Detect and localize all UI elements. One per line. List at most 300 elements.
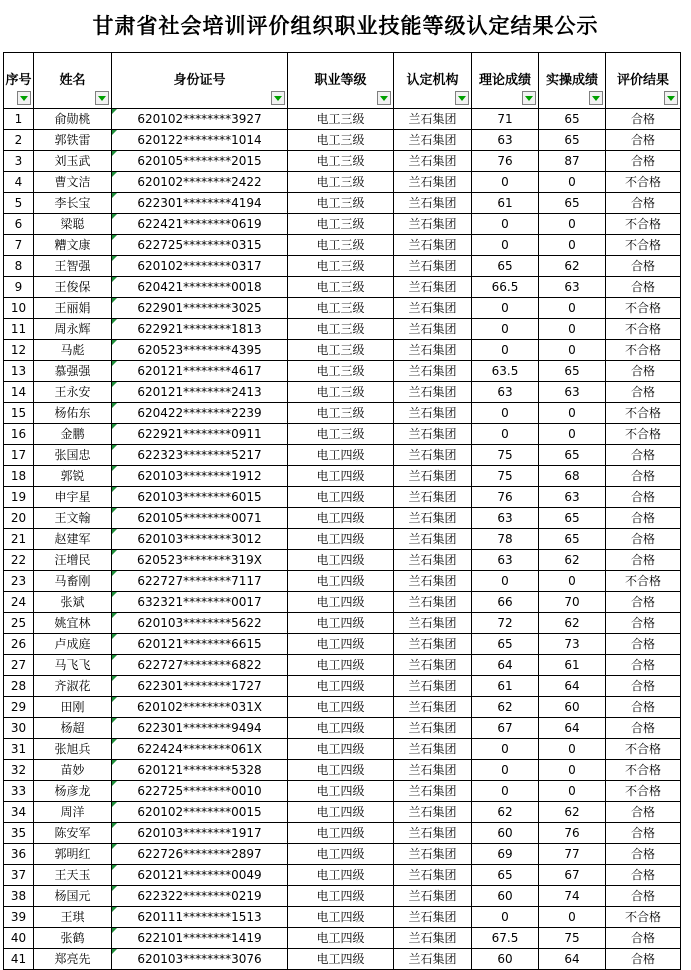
id-cell[interactable]: 620121********5328: [112, 760, 288, 781]
filter-dropdown-icon[interactable]: [589, 91, 603, 105]
result-cell[interactable]: 合格: [606, 823, 681, 844]
result-cell[interactable]: 不合格: [606, 172, 681, 193]
level-cell[interactable]: 电工四级: [288, 739, 394, 760]
id-cell[interactable]: 620103********1917: [112, 823, 288, 844]
practice-score-cell[interactable]: 63: [539, 382, 606, 403]
result-cell[interactable]: 不合格: [606, 571, 681, 592]
seq-cell[interactable]: 2: [4, 130, 34, 151]
org-cell[interactable]: 兰石集团: [394, 193, 472, 214]
id-cell[interactable]: 620102********031X: [112, 697, 288, 718]
practice-score-cell[interactable]: 0: [539, 214, 606, 235]
org-cell[interactable]: 兰石集团: [394, 130, 472, 151]
id-cell[interactable]: 620523********319X: [112, 550, 288, 571]
name-cell[interactable]: 李长宝: [34, 193, 112, 214]
level-cell[interactable]: 电工三级: [288, 151, 394, 172]
name-cell[interactable]: 王永安: [34, 382, 112, 403]
org-cell[interactable]: 兰石集团: [394, 424, 472, 445]
name-cell[interactable]: 赵建军: [34, 529, 112, 550]
level-cell[interactable]: 电工三级: [288, 298, 394, 319]
seq-cell[interactable]: 21: [4, 529, 34, 550]
filter-dropdown-icon[interactable]: [17, 91, 31, 105]
theory-score-cell[interactable]: 69: [472, 844, 539, 865]
id-cell[interactable]: 620121********6615: [112, 634, 288, 655]
org-cell[interactable]: 兰石集团: [394, 739, 472, 760]
level-cell[interactable]: 电工四级: [288, 760, 394, 781]
seq-cell[interactable]: 22: [4, 550, 34, 571]
practice-score-cell[interactable]: 74: [539, 886, 606, 907]
name-cell[interactable]: 姚宜林: [34, 613, 112, 634]
theory-score-cell[interactable]: 0: [472, 340, 539, 361]
filter-dropdown-icon[interactable]: [455, 91, 469, 105]
theory-score-cell[interactable]: 65: [472, 634, 539, 655]
result-cell[interactable]: 合格: [606, 529, 681, 550]
id-cell[interactable]: 622421********0619: [112, 214, 288, 235]
level-cell[interactable]: 电工四级: [288, 928, 394, 949]
org-cell[interactable]: 兰石集团: [394, 466, 472, 487]
result-cell[interactable]: 不合格: [606, 760, 681, 781]
org-cell[interactable]: 兰石集团: [394, 865, 472, 886]
level-cell[interactable]: 电工四级: [288, 676, 394, 697]
practice-score-cell[interactable]: 0: [539, 739, 606, 760]
id-cell[interactable]: 622301********1727: [112, 676, 288, 697]
level-cell[interactable]: 电工四级: [288, 634, 394, 655]
org-cell[interactable]: 兰石集团: [394, 886, 472, 907]
org-cell[interactable]: 兰石集团: [394, 760, 472, 781]
practice-score-cell[interactable]: 65: [539, 130, 606, 151]
theory-score-cell[interactable]: 0: [472, 760, 539, 781]
filter-dropdown-icon[interactable]: [664, 91, 678, 105]
name-cell[interactable]: 刘玉武: [34, 151, 112, 172]
name-cell[interactable]: 周洋: [34, 802, 112, 823]
org-cell[interactable]: 兰石集团: [394, 403, 472, 424]
level-cell[interactable]: 电工四级: [288, 781, 394, 802]
seq-cell[interactable]: 28: [4, 676, 34, 697]
org-cell[interactable]: 兰石集团: [394, 802, 472, 823]
seq-cell[interactable]: 1: [4, 109, 34, 130]
level-cell[interactable]: 电工四级: [288, 655, 394, 676]
seq-cell[interactable]: 9: [4, 277, 34, 298]
theory-score-cell[interactable]: 0: [472, 424, 539, 445]
theory-score-cell[interactable]: 78: [472, 529, 539, 550]
result-cell[interactable]: 合格: [606, 844, 681, 865]
filter-dropdown-icon[interactable]: [271, 91, 285, 105]
seq-cell[interactable]: 13: [4, 361, 34, 382]
seq-cell[interactable]: 7: [4, 235, 34, 256]
name-cell[interactable]: 齐淑花: [34, 676, 112, 697]
practice-score-cell[interactable]: 65: [539, 109, 606, 130]
name-cell[interactable]: 杨佑东: [34, 403, 112, 424]
org-cell[interactable]: 兰石集团: [394, 844, 472, 865]
org-cell[interactable]: 兰石集团: [394, 277, 472, 298]
level-cell[interactable]: 电工三级: [288, 340, 394, 361]
practice-score-cell[interactable]: 65: [539, 361, 606, 382]
seq-cell[interactable]: 6: [4, 214, 34, 235]
theory-score-cell[interactable]: 75: [472, 445, 539, 466]
seq-cell[interactable]: 23: [4, 571, 34, 592]
id-cell[interactable]: 622921********1813: [112, 319, 288, 340]
level-cell[interactable]: 电工四级: [288, 697, 394, 718]
level-cell[interactable]: 电工四级: [288, 571, 394, 592]
result-cell[interactable]: 合格: [606, 130, 681, 151]
level-cell[interactable]: 电工四级: [288, 529, 394, 550]
practice-score-cell[interactable]: 87: [539, 151, 606, 172]
id-cell[interactable]: 620121********4617: [112, 361, 288, 382]
seq-cell[interactable]: 37: [4, 865, 34, 886]
seq-cell[interactable]: 29: [4, 697, 34, 718]
theory-score-cell[interactable]: 64: [472, 655, 539, 676]
name-cell[interactable]: 杨超: [34, 718, 112, 739]
org-cell[interactable]: 兰石集团: [394, 172, 472, 193]
org-cell[interactable]: 兰石集团: [394, 823, 472, 844]
name-cell[interactable]: 金鹏: [34, 424, 112, 445]
practice-score-cell[interactable]: 64: [539, 718, 606, 739]
seq-cell[interactable]: 39: [4, 907, 34, 928]
id-cell[interactable]: 620523********4395: [112, 340, 288, 361]
seq-cell[interactable]: 5: [4, 193, 34, 214]
level-cell[interactable]: 电工三级: [288, 235, 394, 256]
result-cell[interactable]: 合格: [606, 445, 681, 466]
id-cell[interactable]: 622727********7117: [112, 571, 288, 592]
practice-score-cell[interactable]: 0: [539, 403, 606, 424]
level-cell[interactable]: 电工四级: [288, 550, 394, 571]
org-cell[interactable]: 兰石集团: [394, 529, 472, 550]
id-cell[interactable]: 620105********0071: [112, 508, 288, 529]
org-cell[interactable]: 兰石集团: [394, 949, 472, 970]
id-cell[interactable]: 620421********0018: [112, 277, 288, 298]
theory-score-cell[interactable]: 67: [472, 718, 539, 739]
practice-score-cell[interactable]: 0: [539, 340, 606, 361]
level-cell[interactable]: 电工四级: [288, 487, 394, 508]
id-cell[interactable]: 620103********3076: [112, 949, 288, 970]
result-cell[interactable]: 合格: [606, 697, 681, 718]
org-cell[interactable]: 兰石集团: [394, 907, 472, 928]
org-cell[interactable]: 兰石集团: [394, 151, 472, 172]
level-cell[interactable]: 电工四级: [288, 802, 394, 823]
org-cell[interactable]: 兰石集团: [394, 214, 472, 235]
name-cell[interactable]: 马彪: [34, 340, 112, 361]
result-cell[interactable]: 合格: [606, 718, 681, 739]
result-cell[interactable]: 合格: [606, 508, 681, 529]
practice-score-cell[interactable]: 77: [539, 844, 606, 865]
seq-cell[interactable]: 41: [4, 949, 34, 970]
org-cell[interactable]: 兰石集团: [394, 697, 472, 718]
practice-score-cell[interactable]: 75: [539, 928, 606, 949]
org-cell[interactable]: 兰石集团: [394, 592, 472, 613]
org-cell[interactable]: 兰石集团: [394, 340, 472, 361]
level-cell[interactable]: 电工四级: [288, 445, 394, 466]
practice-score-cell[interactable]: 73: [539, 634, 606, 655]
id-cell[interactable]: 620422********2239: [112, 403, 288, 424]
id-cell[interactable]: 622322********0219: [112, 886, 288, 907]
id-cell[interactable]: 622725********0010: [112, 781, 288, 802]
theory-score-cell[interactable]: 60: [472, 886, 539, 907]
org-cell[interactable]: 兰石集团: [394, 634, 472, 655]
seq-cell[interactable]: 20: [4, 508, 34, 529]
org-cell[interactable]: 兰石集团: [394, 361, 472, 382]
level-cell[interactable]: 电工三级: [288, 277, 394, 298]
theory-score-cell[interactable]: 67.5: [472, 928, 539, 949]
result-cell[interactable]: 合格: [606, 802, 681, 823]
practice-score-cell[interactable]: 63: [539, 487, 606, 508]
name-cell[interactable]: 王天玉: [34, 865, 112, 886]
id-cell[interactable]: 620103********3012: [112, 529, 288, 550]
practice-score-cell[interactable]: 0: [539, 298, 606, 319]
result-cell[interactable]: 合格: [606, 865, 681, 886]
id-cell[interactable]: 622323********5217: [112, 445, 288, 466]
org-cell[interactable]: 兰石集团: [394, 235, 472, 256]
org-cell[interactable]: 兰石集团: [394, 487, 472, 508]
result-cell[interactable]: 不合格: [606, 340, 681, 361]
name-cell[interactable]: 马畜刚: [34, 571, 112, 592]
theory-score-cell[interactable]: 60: [472, 949, 539, 970]
result-cell[interactable]: 合格: [606, 949, 681, 970]
theory-score-cell[interactable]: 63: [472, 130, 539, 151]
result-cell[interactable]: 合格: [606, 592, 681, 613]
practice-score-cell[interactable]: 65: [539, 508, 606, 529]
org-cell[interactable]: 兰石集团: [394, 928, 472, 949]
seq-cell[interactable]: 25: [4, 613, 34, 634]
name-cell[interactable]: 苗妙: [34, 760, 112, 781]
name-cell[interactable]: 俞勋桃: [34, 109, 112, 130]
id-cell[interactable]: 620121********0049: [112, 865, 288, 886]
name-cell[interactable]: 曹文洁: [34, 172, 112, 193]
name-cell[interactable]: 杨国元: [34, 886, 112, 907]
id-cell[interactable]: 620102********3927: [112, 109, 288, 130]
practice-score-cell[interactable]: 0: [539, 424, 606, 445]
id-cell[interactable]: 622301********9494: [112, 718, 288, 739]
result-cell[interactable]: 不合格: [606, 424, 681, 445]
theory-score-cell[interactable]: 0: [472, 781, 539, 802]
level-cell[interactable]: 电工四级: [288, 718, 394, 739]
level-cell[interactable]: 电工四级: [288, 949, 394, 970]
practice-score-cell[interactable]: 0: [539, 781, 606, 802]
id-cell[interactable]: 620122********1014: [112, 130, 288, 151]
theory-score-cell[interactable]: 66.5: [472, 277, 539, 298]
level-cell[interactable]: 电工三级: [288, 361, 394, 382]
org-cell[interactable]: 兰石集团: [394, 718, 472, 739]
result-cell[interactable]: 不合格: [606, 214, 681, 235]
theory-score-cell[interactable]: 61: [472, 193, 539, 214]
org-cell[interactable]: 兰石集团: [394, 676, 472, 697]
org-cell[interactable]: 兰石集团: [394, 256, 472, 277]
name-cell[interactable]: 张旭兵: [34, 739, 112, 760]
id-cell[interactable]: 620105********2015: [112, 151, 288, 172]
org-cell[interactable]: 兰石集团: [394, 319, 472, 340]
level-cell[interactable]: 电工三级: [288, 193, 394, 214]
practice-score-cell[interactable]: 0: [539, 172, 606, 193]
org-cell[interactable]: 兰石集团: [394, 382, 472, 403]
name-cell[interactable]: 梁聪: [34, 214, 112, 235]
org-cell[interactable]: 兰石集团: [394, 298, 472, 319]
result-cell[interactable]: 不合格: [606, 235, 681, 256]
theory-score-cell[interactable]: 0: [472, 319, 539, 340]
level-cell[interactable]: 电工四级: [288, 508, 394, 529]
id-cell[interactable]: 620121********2413: [112, 382, 288, 403]
practice-score-cell[interactable]: 64: [539, 676, 606, 697]
theory-score-cell[interactable]: 61: [472, 676, 539, 697]
result-cell[interactable]: 合格: [606, 151, 681, 172]
practice-score-cell[interactable]: 67: [539, 865, 606, 886]
result-cell[interactable]: 合格: [606, 193, 681, 214]
seq-cell[interactable]: 33: [4, 781, 34, 802]
theory-score-cell[interactable]: 63: [472, 550, 539, 571]
result-cell[interactable]: 不合格: [606, 781, 681, 802]
result-cell[interactable]: 合格: [606, 655, 681, 676]
seq-cell[interactable]: 10: [4, 298, 34, 319]
id-cell[interactable]: 620103********6015: [112, 487, 288, 508]
seq-cell[interactable]: 40: [4, 928, 34, 949]
level-cell[interactable]: 电工三级: [288, 130, 394, 151]
theory-score-cell[interactable]: 62: [472, 802, 539, 823]
theory-score-cell[interactable]: 76: [472, 487, 539, 508]
practice-score-cell[interactable]: 61: [539, 655, 606, 676]
id-cell[interactable]: 620103********1912: [112, 466, 288, 487]
level-cell[interactable]: 电工三级: [288, 403, 394, 424]
org-cell[interactable]: 兰石集团: [394, 655, 472, 676]
level-cell[interactable]: 电工四级: [288, 823, 394, 844]
practice-score-cell[interactable]: 62: [539, 550, 606, 571]
name-cell[interactable]: 汪增民: [34, 550, 112, 571]
theory-score-cell[interactable]: 76: [472, 151, 539, 172]
result-cell[interactable]: 不合格: [606, 907, 681, 928]
result-cell[interactable]: 不合格: [606, 298, 681, 319]
name-cell[interactable]: 糟文康: [34, 235, 112, 256]
seq-cell[interactable]: 32: [4, 760, 34, 781]
name-cell[interactable]: 马飞飞: [34, 655, 112, 676]
practice-score-cell[interactable]: 0: [539, 235, 606, 256]
practice-score-cell[interactable]: 65: [539, 529, 606, 550]
theory-score-cell[interactable]: 72: [472, 613, 539, 634]
name-cell[interactable]: 郭铁雷: [34, 130, 112, 151]
id-cell[interactable]: 620102********0317: [112, 256, 288, 277]
seq-cell[interactable]: 34: [4, 802, 34, 823]
result-cell[interactable]: 合格: [606, 634, 681, 655]
seq-cell[interactable]: 15: [4, 403, 34, 424]
name-cell[interactable]: 陈安军: [34, 823, 112, 844]
result-cell[interactable]: 不合格: [606, 403, 681, 424]
filter-dropdown-icon[interactable]: [522, 91, 536, 105]
id-cell[interactable]: 622424********061X: [112, 739, 288, 760]
id-cell[interactable]: 622726********2897: [112, 844, 288, 865]
theory-score-cell[interactable]: 60: [472, 823, 539, 844]
level-cell[interactable]: 电工三级: [288, 382, 394, 403]
result-cell[interactable]: 合格: [606, 256, 681, 277]
name-cell[interactable]: 周永辉: [34, 319, 112, 340]
theory-score-cell[interactable]: 62: [472, 697, 539, 718]
org-cell[interactable]: 兰石集团: [394, 508, 472, 529]
practice-score-cell[interactable]: 0: [539, 571, 606, 592]
name-cell[interactable]: 张国忠: [34, 445, 112, 466]
id-cell[interactable]: 620102********2422: [112, 172, 288, 193]
seq-cell[interactable]: 14: [4, 382, 34, 403]
result-cell[interactable]: 合格: [606, 886, 681, 907]
seq-cell[interactable]: 36: [4, 844, 34, 865]
theory-score-cell[interactable]: 71: [472, 109, 539, 130]
org-cell[interactable]: 兰石集团: [394, 781, 472, 802]
id-cell[interactable]: 622727********6822: [112, 655, 288, 676]
theory-score-cell[interactable]: 0: [472, 214, 539, 235]
seq-cell[interactable]: 18: [4, 466, 34, 487]
name-cell[interactable]: 卢成庭: [34, 634, 112, 655]
practice-score-cell[interactable]: 65: [539, 445, 606, 466]
seq-cell[interactable]: 26: [4, 634, 34, 655]
result-cell[interactable]: 合格: [606, 382, 681, 403]
theory-score-cell[interactable]: 63: [472, 508, 539, 529]
practice-score-cell[interactable]: 62: [539, 256, 606, 277]
id-cell[interactable]: 622101********1419: [112, 928, 288, 949]
name-cell[interactable]: 郭锐: [34, 466, 112, 487]
practice-score-cell[interactable]: 65: [539, 193, 606, 214]
theory-score-cell[interactable]: 0: [472, 235, 539, 256]
id-cell[interactable]: 622901********3025: [112, 298, 288, 319]
seq-cell[interactable]: 16: [4, 424, 34, 445]
theory-score-cell[interactable]: 65: [472, 256, 539, 277]
name-cell[interactable]: 郑亮先: [34, 949, 112, 970]
theory-score-cell[interactable]: 66: [472, 592, 539, 613]
id-cell[interactable]: 620103********5622: [112, 613, 288, 634]
level-cell[interactable]: 电工三级: [288, 256, 394, 277]
name-cell[interactable]: 王智强: [34, 256, 112, 277]
name-cell[interactable]: 杨彦龙: [34, 781, 112, 802]
result-cell[interactable]: 合格: [606, 928, 681, 949]
practice-score-cell[interactable]: 76: [539, 823, 606, 844]
seq-cell[interactable]: 19: [4, 487, 34, 508]
result-cell[interactable]: 合格: [606, 550, 681, 571]
id-cell[interactable]: 622725********0315: [112, 235, 288, 256]
theory-score-cell[interactable]: 0: [472, 739, 539, 760]
level-cell[interactable]: 电工三级: [288, 172, 394, 193]
result-cell[interactable]: 合格: [606, 487, 681, 508]
org-cell[interactable]: 兰石集团: [394, 445, 472, 466]
theory-score-cell[interactable]: 63.5: [472, 361, 539, 382]
theory-score-cell[interactable]: 75: [472, 466, 539, 487]
filter-dropdown-icon[interactable]: [95, 91, 109, 105]
name-cell[interactable]: 慕强强: [34, 361, 112, 382]
level-cell[interactable]: 电工四级: [288, 592, 394, 613]
org-cell[interactable]: 兰石集团: [394, 571, 472, 592]
theory-score-cell[interactable]: 0: [472, 172, 539, 193]
filter-dropdown-icon[interactable]: [377, 91, 391, 105]
practice-score-cell[interactable]: 63: [539, 277, 606, 298]
level-cell[interactable]: 电工四级: [288, 613, 394, 634]
result-cell[interactable]: 合格: [606, 277, 681, 298]
practice-score-cell[interactable]: 68: [539, 466, 606, 487]
result-cell[interactable]: 合格: [606, 676, 681, 697]
level-cell[interactable]: 电工四级: [288, 886, 394, 907]
name-cell[interactable]: 张斌: [34, 592, 112, 613]
level-cell[interactable]: 电工四级: [288, 844, 394, 865]
seq-cell[interactable]: 27: [4, 655, 34, 676]
level-cell[interactable]: 电工四级: [288, 907, 394, 928]
level-cell[interactable]: 电工四级: [288, 865, 394, 886]
seq-cell[interactable]: 12: [4, 340, 34, 361]
practice-score-cell[interactable]: 0: [539, 907, 606, 928]
seq-cell[interactable]: 30: [4, 718, 34, 739]
level-cell[interactable]: 电工三级: [288, 319, 394, 340]
seq-cell[interactable]: 11: [4, 319, 34, 340]
name-cell[interactable]: 张鹤: [34, 928, 112, 949]
level-cell[interactable]: 电工三级: [288, 214, 394, 235]
seq-cell[interactable]: 4: [4, 172, 34, 193]
name-cell[interactable]: 王丽娟: [34, 298, 112, 319]
theory-score-cell[interactable]: 0: [472, 298, 539, 319]
practice-score-cell[interactable]: 0: [539, 760, 606, 781]
seq-cell[interactable]: 24: [4, 592, 34, 613]
name-cell[interactable]: 田刚: [34, 697, 112, 718]
org-cell[interactable]: 兰石集团: [394, 109, 472, 130]
org-cell[interactable]: 兰石集团: [394, 550, 472, 571]
theory-score-cell[interactable]: 65: [472, 865, 539, 886]
